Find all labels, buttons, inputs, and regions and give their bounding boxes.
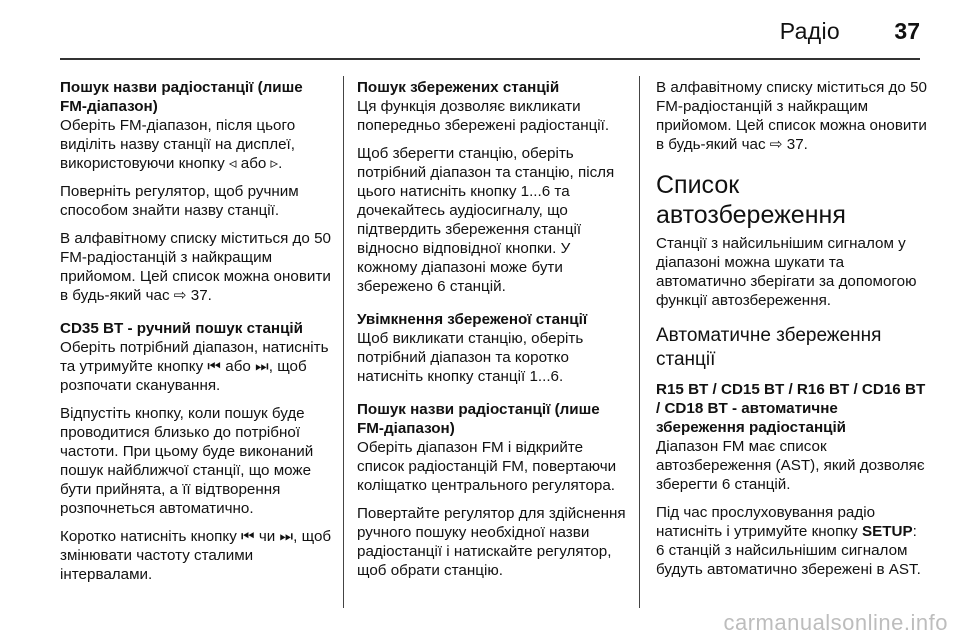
column-divider	[343, 76, 344, 608]
heading-automatic-station-storage: Автоматичне збереження станції	[656, 325, 882, 370]
page-number: 37	[894, 18, 920, 44]
paragraph: Діапазон FM має список автозбереження (AST), який дозволяє зберегти 6 станцій.	[656, 438, 925, 493]
text-run: : 6 станцій з найсильнішим сигналом будуть автоматично збережені в AST.	[656, 523, 921, 578]
heading-cd35-manual-search: CD35 BT - ручний пошук станцій	[60, 320, 303, 337]
paragraph: Відпустіть кнопку, коли пошук буде проводитися близько до потрібної частоти. При цьому буде виконаний пошук найближчої станції, що може бути прийнята, а її відтворення розпочнеться автоматично.	[60, 405, 314, 517]
paragraph: Ця функція дозволяє викликати попередньо збережені радіостанції.	[357, 98, 610, 134]
heading-saved-stations-search: Пошук збережених станцій	[357, 79, 560, 96]
heading-fm-name-search: Пошук назви радіостанції (лише FM-діапазон)	[60, 79, 303, 115]
heading-enable-saved-station: Увімкнення збереженої станції	[357, 311, 588, 328]
paragraph: Щоб викликати станцію, оберіть потрібний діапазон та коротко натисніть кнопку станції 1...6.	[357, 330, 584, 385]
paragraph: Поверніть регулятор, щоб ручним способом знайти назву станції.	[60, 183, 299, 219]
paragraph: В алфавітному списку міститься до 50 FM-радіостанцій з найкращим прийомом. Цей список можна оновити в будь-який час ⇨ 37.	[60, 230, 331, 304]
paragraph: В алфавітному списку міститься до 50 FM-радіостанцій з найкращим прийомом. Цей список можна оновити в будь-який час ⇨ 37.	[656, 79, 927, 153]
paragraph: Коротко натисніть кнопку ⏮ чи ⏭, щоб змінювати частоту сталими інтервалами.	[60, 528, 332, 583]
setup-key-label: SETUP	[861, 523, 913, 540]
paragraph-setup	[656, 503, 928, 579]
paragraph: Станції з найсильнішим сигналом у діапазоні можна шукати та автоматично зберігати за допомогою функції автозбереження.	[656, 235, 917, 309]
column-2	[357, 78, 629, 589]
paragraph: Оберіть потрібний діапазон, натисніть та утримуйте кнопку ⏮ або ⏭, щоб розпочати сканування.	[60, 339, 329, 394]
watermark: carmanualsonline.info	[723, 610, 948, 635]
paragraph: Оберіть FM-діапазон, після цього виділіть назву станції на дисплеї, використовуючи кнопку ◃ або ▹.	[60, 117, 296, 172]
column-3	[656, 78, 928, 588]
text-run: Під час прослуховування радіо натисніть і утримуйте кнопку	[656, 504, 876, 540]
header-title: Радіо	[779, 18, 840, 44]
paragraph: Оберіть діапазон FM і відкрийте список радіостанцій FM, повертаючи коліщатко центрального регулятора.	[357, 439, 617, 494]
column-divider	[639, 76, 640, 608]
heading-models-autostore: R15 BT / CD15 BT / R16 BT / CD16 BT / CD18 BT - автоматичне збереження радіостанцій	[656, 381, 926, 436]
column-1	[60, 78, 332, 593]
heading-autostore-list: Список автозбереження	[656, 171, 846, 229]
heading-fm-name-search-2: Пошук назви радіостанції (лише FM-діапазон)	[357, 401, 600, 437]
paragraph: Повертайте регулятор для здійснення ручного пошуку необхідної назви радіостанції і натискайте регулятор, щоб обрати станцію.	[357, 505, 626, 579]
paragraph: Щоб зберегти станцію, оберіть потрібний діапазон та станцію, після цього натисніть кнопку 1...6 та дочекайтесь аудіосигналу, що підтвердить збереження станції відносно відповідної кнопки. У кожному діапазоні може бути збережено 6 станцій.	[357, 145, 615, 295]
page-header	[60, 12, 920, 52]
header-rule	[60, 58, 920, 60]
